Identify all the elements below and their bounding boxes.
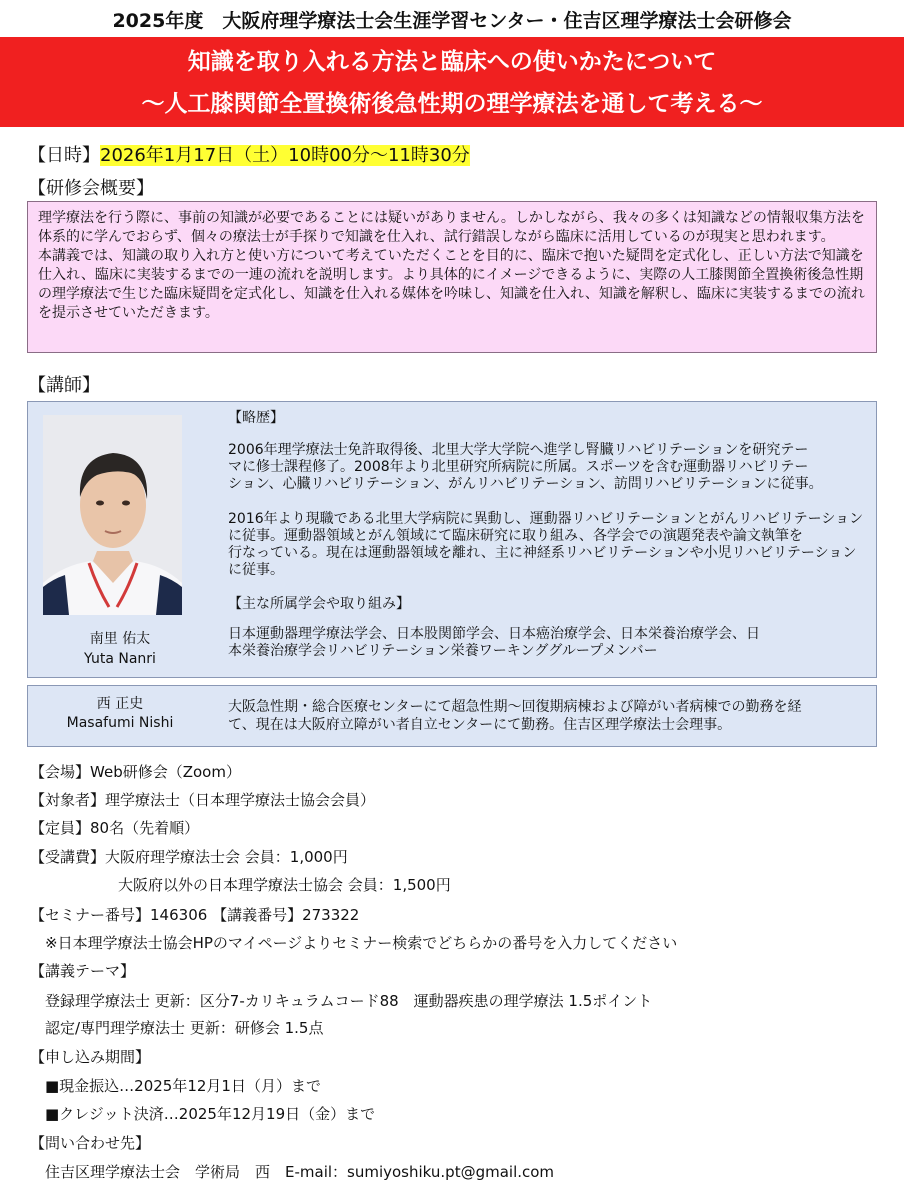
overview-label: 【研修会概要】 (28, 178, 154, 199)
sub-lecturer-bio-line-1: 大阪急性期・総合医療センターにて超急性期～回復期病棟および障がい者病棟での勤務を経 (228, 699, 802, 715)
datetime-row (28, 141, 470, 167)
career-line-3: ション、心臓リハビリテーション、がんリハビリテーション、訪問リハビリテーションに従事。 (228, 476, 823, 492)
theme-label: 【講義テーマ】 (30, 962, 136, 980)
target-value: 理学療法士（日本理学療法士協会会員） (105, 791, 376, 809)
overview-paragraph-2: 本講義では、知識の取り入れ方と使い方について考えていただくことを目的に、臨床で抱いた疑問を定式化し、正しい方法で知識を仕入れ、臨床に実装するまでの一連の流れを説明します。より具体的にイメージできるように、実際の人工膝関節全置換術後急性期の理学療法で生じた臨床疑問を定式化し、知識を仕入れる媒体を吟味し、知識を仕入れ、知識を解釈し、臨床に実装するまでの流れを提示させていただきます。 (38, 248, 865, 321)
fee-label: 【受講費】 (30, 848, 106, 866)
lecturer-name-en: Yuta Nanri (84, 651, 156, 667)
fee-osaka: 大阪府理学療法士会 会員：1,000円 (105, 848, 348, 866)
period-cash: ■現金振込…2025年12月1日（月）まで (45, 1077, 321, 1095)
datetime-value: 2026年1月17日（土）10時00分～11時30分 (100, 145, 470, 166)
number-row (30, 904, 359, 925)
venue-label: 【会場】 (30, 763, 91, 781)
contact-label: 【問い合わせ先】 (30, 1134, 151, 1152)
banner-main-title: 知識を取り入れる方法と臨床への使いかたについて (187, 49, 717, 75)
overview-paragraph-1: 理学療法を行う際に、事前の知識が必要であることには疑いがありません。しかしながら、我々の多くは知識などの情報収集方法を体系的に学んでおらず、個々の療法士が手探りで知識を仕入れ、試行錯誤しながら臨床に活用しているのが現実と思われます。 (38, 210, 865, 245)
societies-line-1: 日本運動器理学療法学会、日本股関節学会、日本癌治療学会、日本栄養治療学会、日 (228, 626, 760, 642)
venue-row (30, 761, 241, 782)
fee-row (30, 846, 348, 867)
number-note: ※日本理学療法士協会HPのマイページよりセミナー検索でどちらかの番号を入力してください (45, 934, 678, 952)
theme-registered: 登録理学療法士 更新：区分7-カリキュラムコード88 運動器疾患の理学療法 1.5ポイント (45, 992, 653, 1010)
venue-value: Web研修会（Zoom） (90, 763, 241, 781)
banner-subtitle: ～人工膝関節全置換術後急性期の理学療法を通して考える～ (141, 91, 763, 117)
page-header-title: 2025年度 大阪府理学療法士会生涯学習センター・住吉区理学療法士会研修会 (112, 10, 792, 32)
career2-line-4: に従事。 (228, 562, 284, 578)
contact-info: 住吉区理学療法士会 学術局 西 E-mail：sumiyoshiku.pt@gmail.com (45, 1163, 555, 1181)
capacity-row (30, 817, 199, 838)
lecturer-portrait-image (43, 415, 182, 615)
career2-line-1: 2016年より現職である北里大学病院に異動し、運動器リハビリテーションとがんリハビリテーション (228, 511, 864, 527)
fee-other: 大阪府以外の日本理学療法士協会 会員：1,500円 (118, 876, 451, 894)
overview-box (27, 201, 877, 353)
target-label: 【対象者】 (30, 791, 106, 809)
seminar-number: 146306 (150, 906, 208, 924)
career-line-1: 2006年理学療法士免許取得後、北里大学大学院へ進学し腎臓リハビリテーションを研究テー (228, 442, 809, 458)
period-label: 【申し込み期間】 (30, 1048, 151, 1066)
career2-line-2: に従事。運動器領域とがん領域にて臨床研究に取り組み、各学会での演題発表や論文執筆を (228, 528, 803, 544)
capacity-value: 80名（先着順） (90, 819, 200, 837)
capacity-label: 【定員】 (30, 819, 91, 837)
career2-line-3: 行なっている。現在は運動器領域を離れ、主に神経系リハビリテーションや小児リハビリテーション (228, 545, 857, 561)
lecturer-photo (43, 415, 182, 615)
sub-lecturer-box (27, 685, 877, 747)
lecture-number: 273322 (302, 906, 360, 924)
career-label: 【略歴】 (228, 410, 284, 426)
career-line-2: マに修士課程修了。2008年より北里研究所病院に所属。スポーツを含む運動器リハビリテー (228, 459, 809, 475)
datetime-label: 【日時】 (28, 145, 100, 166)
sub-lecturer-name-jp: 西 正史 (96, 696, 144, 712)
societies-line-2: 本栄養治療学会リハビリテーション栄養ワーキンググループメンバー (228, 643, 658, 659)
lecturer-label: 【講師】 (28, 375, 100, 396)
lecture-number-label: 【講義番号】 (212, 906, 303, 924)
theme-certified: 認定/専門理学療法士 更新：研修会 1.5点 (45, 1019, 324, 1037)
seminar-number-label: 【セミナー番号】 (30, 906, 151, 924)
target-row (30, 789, 375, 810)
sub-lecturer-name-en: Masafumi Nishi (66, 715, 174, 731)
sub-lecturer-bio-line-2: て、現在は大阪府立障がい者自立センターにて勤務。住吉区理学療法士会理事。 (228, 717, 732, 733)
main-lecturer-box (27, 401, 877, 678)
societies-label: 【主な所属学会や取り組み】 (228, 596, 410, 612)
period-credit: ■クレジット決済…2025年12月19日（金）まで (45, 1105, 376, 1123)
title-banner (0, 37, 904, 127)
lecturer-name-jp: 南里 佑太 (89, 631, 151, 647)
